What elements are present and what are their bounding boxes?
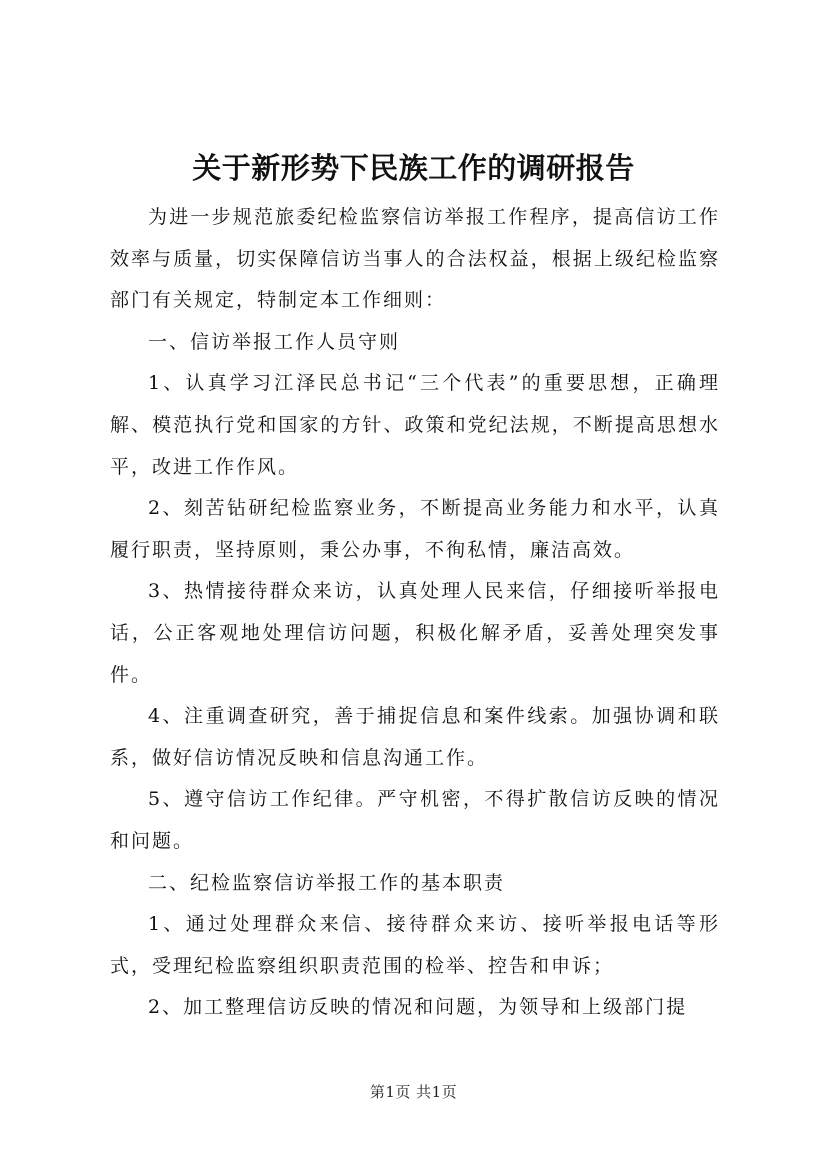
paragraph-1-1: 1、认真学习江泽民总书记“三个代表”的重要思想，正确理解、模范执行党和国家的方针、政策和党纪法规，不断提高思想水平，改进工作作风。 bbox=[110, 372, 720, 478]
paragraph-1-2: 2、刻苦钻研纪检监察业务，不断提高业务能力和水平，认真履行职责，坚持原则，秉公办事，不徇私情，廉洁高效。 bbox=[110, 497, 720, 561]
paragraph-intro: 为进一步规范旅委纪检监察信访举报工作程序，提高信访工作效率与质量，切实保障信访当事人的合法权益，根据上级纪检监察部门有关规定，特制定本工作细则： bbox=[110, 206, 720, 312]
paragraph-2-1: 1、通过处理群众来信、接待群众来访、接听举报电话等形式，受理纪检监察组织职责范围的检举、控告和申诉； bbox=[110, 913, 720, 977]
paragraph-1-4: 4、注重调查研究，善于捕捉信息和案件线索。加强协调和联系，做好信访情况反映和信息沟通工作。 bbox=[110, 705, 720, 769]
section-heading-2: 二、纪检监察信访举报工作的基本职责 bbox=[148, 871, 506, 894]
paragraph-2-2: 2、加工整理信访反映的情况和问题，为领导和上级部门提 bbox=[148, 996, 688, 1019]
document-body bbox=[110, 197, 720, 1029]
page-number-footer: 第1页 共1页 bbox=[369, 1083, 458, 1101]
section-heading-1: 一、信访举报工作人员守则 bbox=[148, 330, 401, 353]
paragraph-1-5: 5、遵守信访工作纪律。严守机密，不得扩散信访反映的情况和问题。 bbox=[110, 788, 720, 852]
document-title: 关于新形势下民族工作的调研报告 bbox=[192, 151, 635, 185]
paragraph-1-3: 3、热情接待群众来访，认真处理人民来信，仔细接听举报电话，公正客观地处理信访问题，积极化解矛盾，妥善处理突发事件。 bbox=[110, 580, 720, 686]
